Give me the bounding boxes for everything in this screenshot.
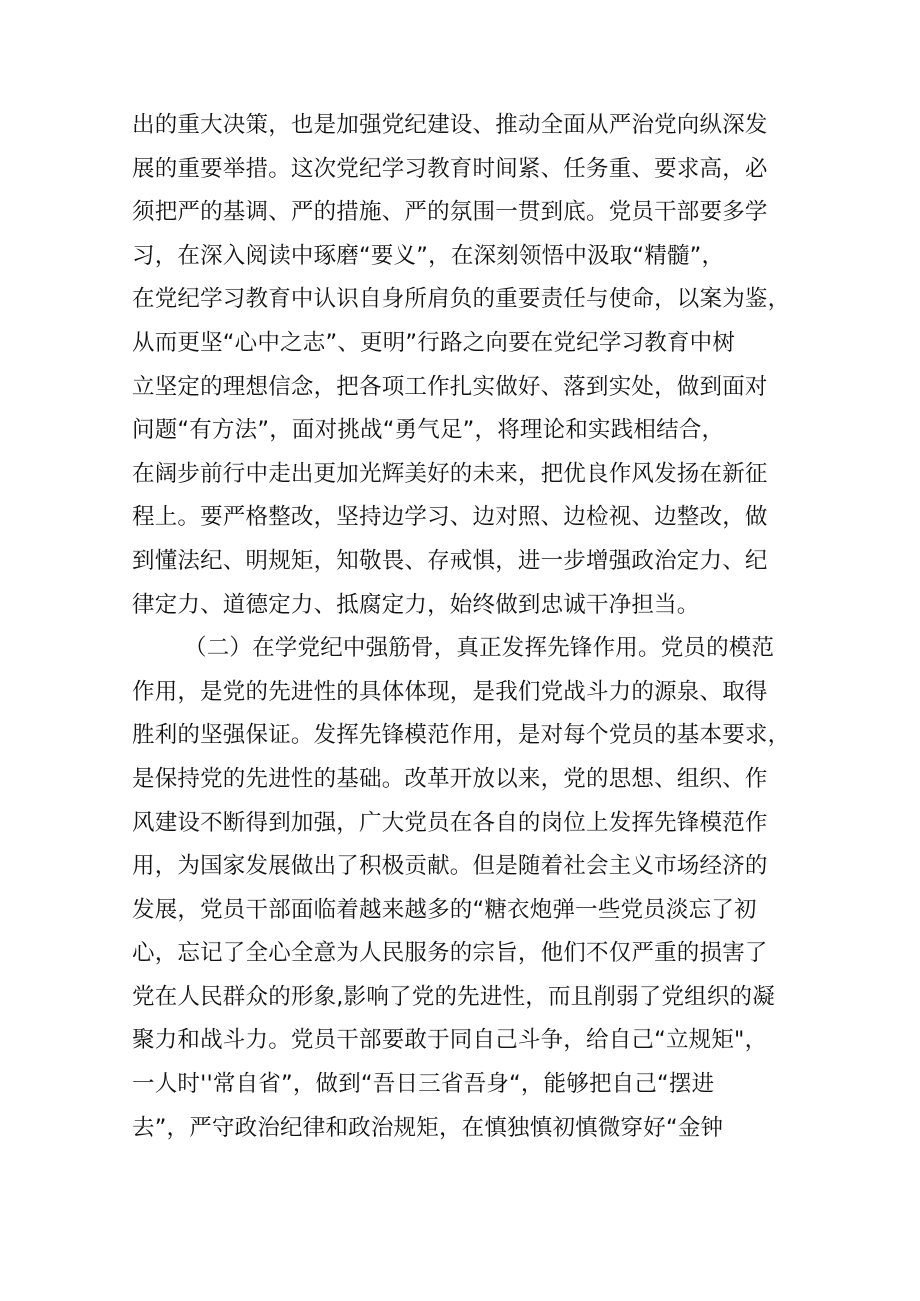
section-heading-line: （二）在学党纪中强筋骨，真正发挥先锋作用。党员的模范	[184, 635, 775, 662]
paragraph-line: 展的重要举措。这次党纪学习教育时间紧、任务重、要求高，必	[132, 155, 768, 182]
paragraph-line: 在党纪学习教育中认识自身所肩负的重要责任与使命，以案为鉴，	[132, 286, 791, 313]
paragraph-2	[132, 627, 812, 1150]
paragraph-line: 一人时''常自省”，做到“吾日三省吾身“，能够把自己“摆进	[132, 1071, 715, 1098]
paragraph-line: 出的重大决策，也是加强党纪建设、推动全面从严治党向纵深发	[132, 112, 768, 138]
paragraph-line: 用，为国家发展做出了积极贡献。但是随着社会主义市场经济的	[132, 853, 768, 880]
paragraph-line: 问题“有方法”，面对挑战“勇气足”，将理论和实践相结合，	[132, 417, 725, 444]
paragraph-line: 立坚定的理想信念，把各项工作扎实做好、落到实处，做到面对	[132, 373, 768, 400]
paragraph-line: 风建设不断得到加强，广大党员在各自的岗位上发挥先锋模范作	[132, 809, 768, 836]
paragraph-line: 发展，党员干部面临着越来越多的“糖衣炮弹一些党员淡忘了初	[132, 896, 757, 923]
paragraph-line: 从而更坚“心中之志”、更明”行路之向要在党纪学习教育中树	[132, 329, 736, 356]
paragraph-line: 心，忘记了全心全意为人民服务的宗旨，他们不仅严重的损害了	[132, 940, 768, 967]
paragraph-line: 党在人民群众的形象,影响了党的先进性，而且削弱了党组织的凝	[132, 983, 775, 1010]
paragraph-1	[132, 104, 812, 627]
paragraph-line: 去”，严守政治纪律和政治规矩，在慎独慎初慎微穿好“金钟	[132, 1114, 724, 1141]
paragraph-line: 习，在深入阅读中琢磨“要义”，在深刻领悟中汲取“精髓”，	[132, 242, 725, 269]
paragraph-line: 在阔步前行中走出更加光辉美好的未来，把优良作风发扬在新征	[132, 460, 768, 487]
paragraph-line: 程上。要严格整改，坚持边学习、边对照、边检视、边整改，做	[132, 504, 768, 531]
paragraph-line: 到懂法纪、明规矩，知敬畏、存戒惧，进一步增强政治定力、纪	[132, 547, 768, 574]
paragraph-line: 是保持党的先进性的基础。改革开放以来，党的思想、组织、作	[132, 765, 768, 792]
paragraph-line: 聚力和战斗力。党员干部要敢于同自己斗争，给自己“立规矩"，	[132, 1027, 768, 1054]
document-body	[132, 104, 812, 1150]
paragraph-line: 须把严的基调、严的措施、严的氛围一贯到底。党员干部要多学	[132, 199, 768, 226]
paragraph-line: 律定力、道德定力、抵腐定力，始终做到忠诚干净担当。	[132, 591, 700, 618]
paragraph-line: 作用，是党的先进性的具体体现，是我们党战斗力的源泉、取得	[132, 678, 768, 705]
paragraph-line: 胜利的坚强保证。发挥先锋模范作用，是对每个党员的基本要求，	[132, 722, 791, 749]
